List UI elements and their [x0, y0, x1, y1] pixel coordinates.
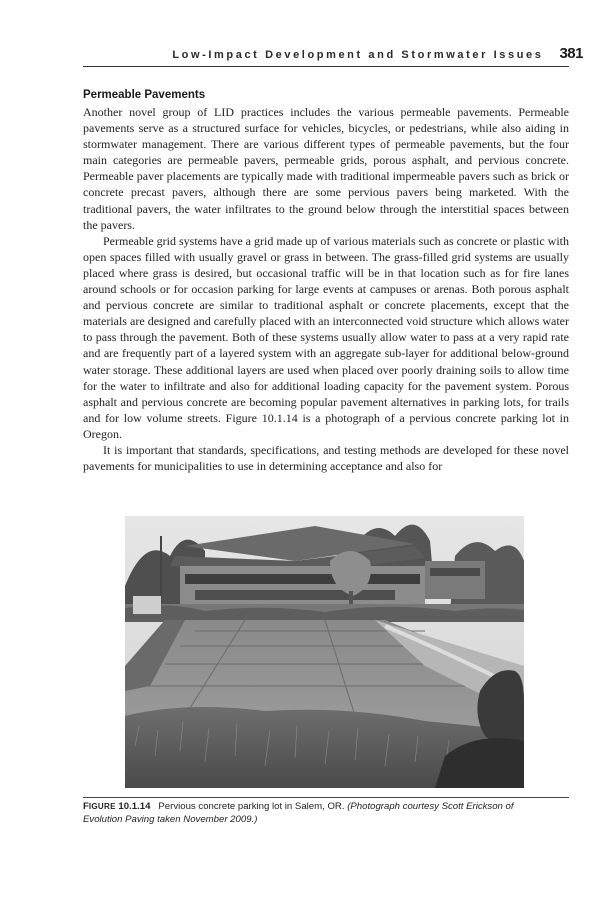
section-heading: Permeable Pavements — [83, 89, 206, 101]
paragraph: It is important that standards, specifications, and testing methods are developed for these novel pavements for municipalities to use in determining acceptance and also for — [83, 442, 569, 474]
figure-photo — [125, 516, 524, 788]
figure-label: FIGURE 10.1.14 — [83, 801, 151, 812]
figure-caption — [83, 800, 553, 826]
body-text — [83, 87, 569, 474]
caption-rule — [83, 797, 569, 798]
paragraph: Permeable grid systems have a grid made up of various materials such as concrete or plastic with open spaces filled with usually gravel or grass in between. The grass-filled grid systems are usually placed where grass is desired, but occasional traffic will be in that location such as for fire lanes around schools or for occasion parking for large events at campuses or arenas. Both porous asphalt and pervious concrete are similar to traditional asphalt or concrete placements, except that the materials are designed and carefully placed with an interconnected void structure which allows water to pass through the pavement. Both of these systems usually allow water to pass at a very rapid rate and are frequently part of a layered system with an aggregate sub-layer for additional below-ground water storage. These additional layers are used when placed over poorly draining soils to allow time for the water to infiltrate and also for additional loading capacity for the pavement system. Porous asphalt and pervious concrete are becoming popular pavement alternatives in parking lots, for trails and for low volume streets. Figure 10.1.14 is a photograph of a pervious concrete parking lot in Oregon. — [83, 233, 569, 441]
paragraph: Another novel group of LID practices includes the various permeable pavements. Permeable pavements serve as a structured surface for vehicles, bicycles, or pedestrians, while also aiding in stormwater management. There are various different types of permeable pavements, but the four main categories are permeable pavers, permeable grids, porous asphalt, and pervious concrete. Permeable paver placements are typically made with traditional impermeable pavers such as brick or concrete precast pavers, although there are some pervious pavers being marketed. With the traditional pavers, the water infiltrates to the ground below through the interstitial spaces between the pavers. — [83, 105, 569, 232]
parking-lot-photo — [125, 516, 524, 788]
caption-credit: (Photograph courtesy Scott Erickson of Evolution Paving taken November 2009.) — [83, 801, 514, 825]
caption-text: Pervious concrete parking lot in Salem, OR. — [158, 801, 345, 812]
running-header — [83, 45, 583, 65]
page-number: 381 — [559, 45, 583, 62]
header-rule — [83, 66, 569, 67]
running-title: Low-Impact Development and Stormwater Issues — [172, 49, 544, 61]
